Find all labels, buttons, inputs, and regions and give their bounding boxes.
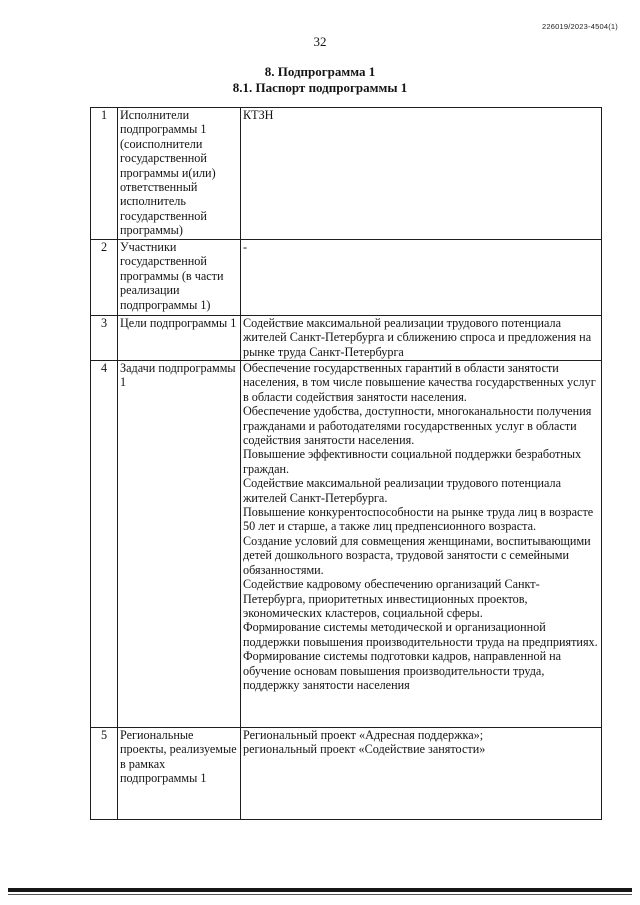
value-paragraph: региональный проект «Содействие занятости» bbox=[243, 742, 486, 757]
value-paragraph: Повышение эффективности социальной поддержки безработных граждан. bbox=[243, 447, 582, 476]
table-row-3 bbox=[91, 316, 602, 361]
passport-table bbox=[90, 107, 602, 820]
row-number: 5 bbox=[91, 728, 118, 820]
scan-bottom-edge-line bbox=[8, 894, 632, 895]
row-label: Задачи подпрограммы 1 bbox=[118, 361, 241, 728]
page-number: 32 bbox=[313, 34, 327, 49]
row-value bbox=[241, 108, 602, 240]
row-value bbox=[241, 316, 602, 361]
scan-bottom-edge bbox=[8, 888, 632, 892]
table-row-4 bbox=[91, 361, 602, 728]
row-value bbox=[241, 361, 602, 728]
row-number: 2 bbox=[91, 240, 118, 316]
value-paragraph: КТЗН bbox=[243, 108, 274, 122]
section-title: 8. Подпрограмма 1 bbox=[264, 64, 376, 79]
row-label: Исполнители подпрограммы 1 (соисполнители государственной программы и(или) ответственный исполнитель государственной программы) bbox=[118, 108, 241, 240]
value-paragraph: Обеспечение удобства, доступности, многоканальности получения гражданами и работодателями государственных услуг в области содействия занятости населения. bbox=[243, 404, 592, 448]
row-value bbox=[241, 728, 602, 820]
value-paragraph: Содействие кадровому обеспечению организаций Санкт-Петербурга, приоритетных инвестиционных проектов, экономических кластеров, социальной сферы. bbox=[243, 577, 540, 620]
value-paragraph: Формирование системы подготовки кадров, направленной на обучение основам повышения производительности труда, поддержку занятости населения bbox=[243, 649, 562, 692]
value-paragraph: Содействие максимальной реализации трудового потенциала жителей Санкт-Петербурга и сближению спроса и предложения на рынке труда Санкт-Петербурга bbox=[243, 316, 592, 359]
table-row-5 bbox=[91, 728, 602, 820]
subsection-title: 8.1. Паспорт подпрограммы 1 bbox=[232, 80, 408, 95]
row-value bbox=[241, 240, 602, 316]
value-paragraph: Региональный проект «Адресная поддержка»; bbox=[243, 728, 484, 742]
table-row-2 bbox=[91, 240, 602, 316]
table-row-1 bbox=[91, 108, 602, 240]
row-number: 1 bbox=[91, 108, 118, 240]
row-label: Участники государственной программы (в части реализации подпрограммы 1) bbox=[118, 240, 241, 316]
value-paragraph: Обеспечение государственных гарантий в области занятости населения, в том числе повышение качества государственных услуг в области содействия занятости населения. bbox=[243, 361, 596, 404]
value-paragraph: Повышение конкурентоспособности на рынке труда лиц в возрасте 50 лет и старше, а также лиц предпенсионного возраста. bbox=[243, 505, 594, 534]
row-label: Региональные проекты, реализуемые в рамках подпрограммы 1 bbox=[118, 728, 241, 820]
value-paragraph: - bbox=[243, 240, 248, 254]
value-paragraph: Содействие максимальной реализации трудового потенциала жителей Санкт-Петербурга. bbox=[243, 476, 562, 505]
row-label: Цели подпрограммы 1 bbox=[118, 316, 241, 361]
value-paragraph: Создание условий для совмещения женщинами, воспитывающими детей дошкольного возраста, трудовой занятости с семейными обязанностями. bbox=[243, 533, 591, 577]
row-number: 4 bbox=[91, 361, 118, 728]
value-paragraph: Формирование системы методической и организационной поддержки повышения производительности труда на предприятиях. bbox=[243, 620, 598, 649]
row-number: 3 bbox=[91, 316, 118, 361]
document-number: 226019/2023-4504(1) bbox=[542, 22, 618, 31]
